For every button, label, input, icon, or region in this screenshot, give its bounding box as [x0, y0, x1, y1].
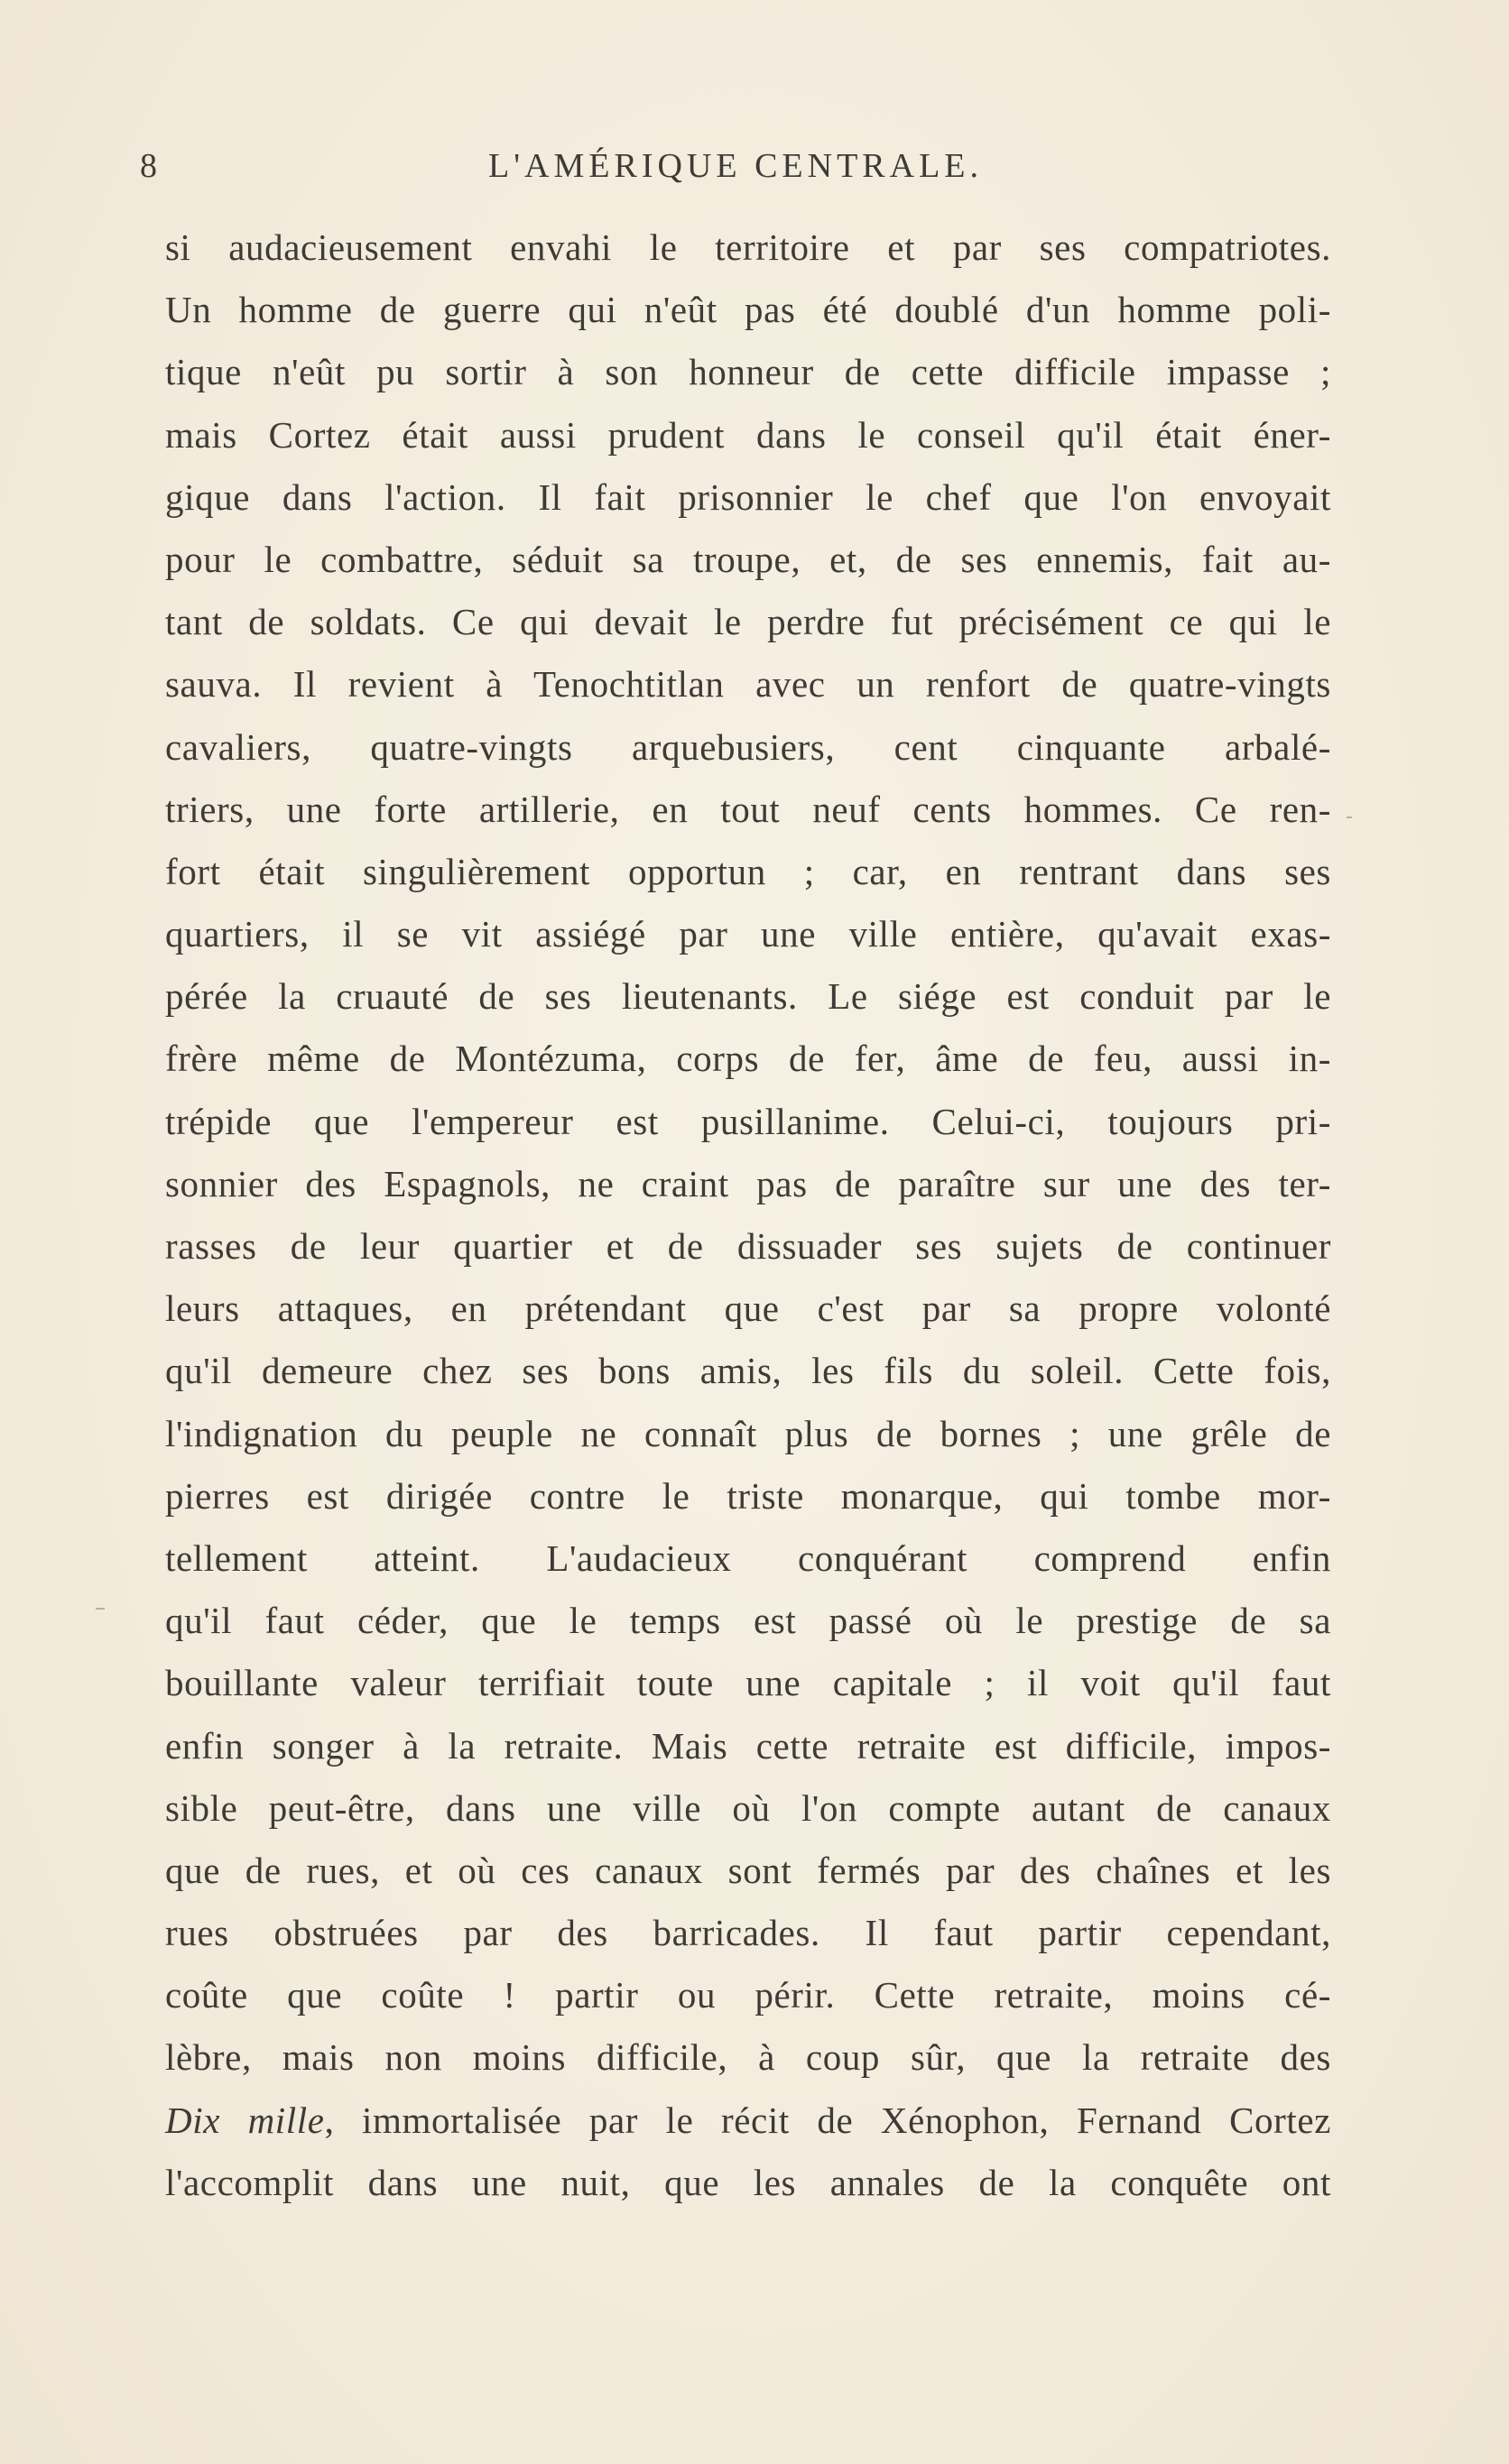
page-number: 8 — [140, 147, 158, 185]
text-line: l'indignation du peuple ne connaît plus de bornes ; une grêle de — [165, 1412, 1331, 1454]
text-line: bouillante valeur terrifiait toute une capitale ; il voit qu'il faut — [165, 1662, 1331, 1704]
text-line: pierres est dirigée contre le triste monarque, qui tombe mor- — [165, 1474, 1331, 1517]
text-line: que de rues, et où ces canaux sont fermés par des chaînes et les — [165, 1849, 1331, 1891]
text-line: enfin songer à la retraite. Mais cette retraite est difficile, impos- — [165, 1724, 1331, 1767]
text-line: mais Cortez était aussi prudent dans le conseil qu'il était éner- — [165, 413, 1331, 456]
text-line: tellement atteint. L'audacieux conquérant comprend enfin — [165, 1537, 1331, 1579]
text-line: tique n'eût pu sortir à son honneur de cette difficile impasse ; — [165, 351, 1331, 393]
italic-phrase: Dix mille — [165, 2099, 325, 2141]
text-line: fort était singulièrement opportun ; car, en rentrant dans ses — [165, 850, 1331, 892]
text-line: sible peut-être, dans une ville où l'on compte autant de canaux — [165, 1786, 1331, 1829]
text-line: qu'il demeure chez ses bons amis, les fils du soleil. Cette fois, — [165, 1350, 1331, 1392]
text-line: lèbre, mais non moins difficile, à coup sûr, que la retraite des — [165, 2036, 1331, 2079]
body-text — [165, 217, 1331, 2214]
text-line: sonnier des Espagnols, ne craint pas de paraître sur une des ter- — [165, 1162, 1331, 1204]
text-line: cavaliers, quatre-vingts arquebusiers, cent cinquante arbalé- — [165, 725, 1331, 768]
running-head — [140, 146, 1331, 191]
margin-speck — [96, 1608, 105, 1610]
line-remainder: , immortalisée par le récit de Xénophon, Fernand Cortez — [324, 2099, 1331, 2141]
text-line: leurs attaques, en prétendant que c'est par sa propre volonté — [165, 1287, 1331, 1330]
text-line: quartiers, il se vit assiégé par une ville entière, qu'avait exas- — [165, 913, 1331, 955]
text-line: tant de soldats. Ce qui devait le perdre fut précisément ce qui le — [165, 601, 1331, 643]
text-line: frère même de Montézuma, corps de fer, âme de feu, aussi in- — [165, 1038, 1331, 1080]
text-line: rues obstruées par des barricades. Il faut partir cependant, — [165, 1912, 1331, 1954]
running-title: L'AMÉRIQUE CENTRALE. — [487, 147, 984, 185]
text-line: si audacieusement envahi le territoire et par ses compatriotes. — [165, 226, 1331, 268]
text-line: qu'il faut céder, que le temps est passé où le prestige de sa — [165, 1600, 1331, 1642]
text-line: pour le combattre, séduit sa troupe, et, de ses ennemis, fait au- — [165, 538, 1331, 580]
text-line: triers, une forte artillerie, en tout neuf cents hommes. Ce ren- — [165, 788, 1331, 830]
text-line: l'accomplit dans une nuit, que les annales de la conquête ont — [165, 2161, 1331, 2203]
text-line: trépide que l'empereur est pusillanime. Celui-ci, toujours pri- — [165, 1100, 1331, 1142]
text-line: coûte que coûte ! partir ou périr. Cette retraite, moins cé- — [165, 1974, 1331, 2016]
text-line: sauva. Il revient à Tenochtitlan avec un renfort de quatre-vingts — [165, 663, 1331, 706]
text-line-italic-start — [165, 2090, 1331, 2152]
text-line: gique dans l'action. Il fait prisonnier le chef que l'on envoyait — [165, 475, 1331, 518]
text-line: Un homme de guerre qui n'eût pas été doublé d'un homme poli- — [165, 289, 1331, 331]
text-line: pérée la cruauté de ses lieutenants. Le siége est conduit par le — [165, 975, 1331, 1018]
margin-speck — [1347, 817, 1352, 818]
text-line: rasses de leur quartier et de dissuader ses sujets de continuer — [165, 1225, 1331, 1267]
